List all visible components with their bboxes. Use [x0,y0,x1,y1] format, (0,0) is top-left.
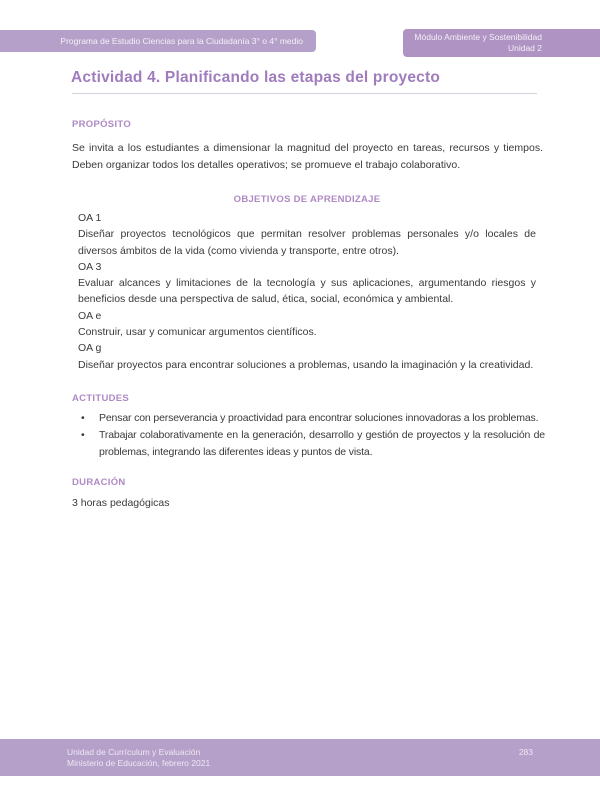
section-duracion [72,477,543,512]
oa-code: OA e [78,309,102,322]
duracion-heading: DURACIÓN [72,477,126,488]
page-footer [0,739,600,776]
oa-text: Evaluar alcances y limitaciones de la tecnología y sus aplicaciones, argumentando riesgos y beneficios desde una perspectiva de salud, ética, social, económica y ambiental. [78,277,536,306]
duracion-body: 3 horas pedagógicas [72,497,170,509]
footer-credits [67,747,210,769]
section-objetivos [78,194,536,373]
oa-text: Construir, usar y comunicar argumentos científicos. [78,326,317,339]
bullet-icon: • [81,412,85,424]
section-actitudes [72,393,545,461]
actitudes-list [72,410,545,461]
module-banner-line2: Unidad 2 [507,43,542,53]
objetivos-heading: OBJETIVOS DE APRENDIZAJE [233,194,381,205]
proposito-heading: PROPÓSITO [72,119,132,130]
activity-title: Actividad 4. Planificando las etapas del proyecto [71,69,440,86]
oa-code: OA 1 [78,212,102,224]
footer-line1: Unidad de Currículum y Evaluación [67,747,201,757]
actitud-text: Pensar con perseverancia y proactividad para encontrar soluciones innovadoras a los problemas. [99,412,539,424]
title-divider [72,93,537,94]
oa-code: OA 3 [78,260,102,273]
list-item [72,410,545,427]
actitudes-heading: ACTITUDES [72,393,130,404]
section-proposito [72,119,543,174]
actitud-text: Trabajar colaborativamente en la generación, desarrollo y gestión de proyectos y la resolución de problemas, integrando las diferentes ideas y puntos de vista. [99,429,545,458]
oa-list [78,210,536,373]
program-banner: Programa de Estudio Ciencias para la Ciudadanía 3° o 4° medio [0,30,316,52]
oa-code: OA g [78,342,102,355]
oa-text: Diseñar proyectos para encontrar soluciones a problemas, usando la imaginación y la creatividad. [78,358,534,371]
page-number: 283 [518,747,533,757]
bullet-icon: • [81,429,85,441]
module-banner [403,29,600,57]
list-item [72,427,545,461]
footer-line2: Ministerio de Educación, febrero 2021 [67,758,211,768]
module-banner-line1: Módulo Ambiente y Sostenibilidad [414,32,542,42]
proposito-body: Se invita a los estudiantes a dimensionar la magnitud del proyecto en tareas, recursos y tiempos. Deben organizar todos los detalles operativos; se promueve el trabajo colaborativo. [72,142,543,171]
oa-text: Diseñar proyectos tecnológicos que permitan resolver problemas personales y/o locales de diversos ámbitos de la vida (como vivienda y transporte, entre otros). [78,228,536,257]
